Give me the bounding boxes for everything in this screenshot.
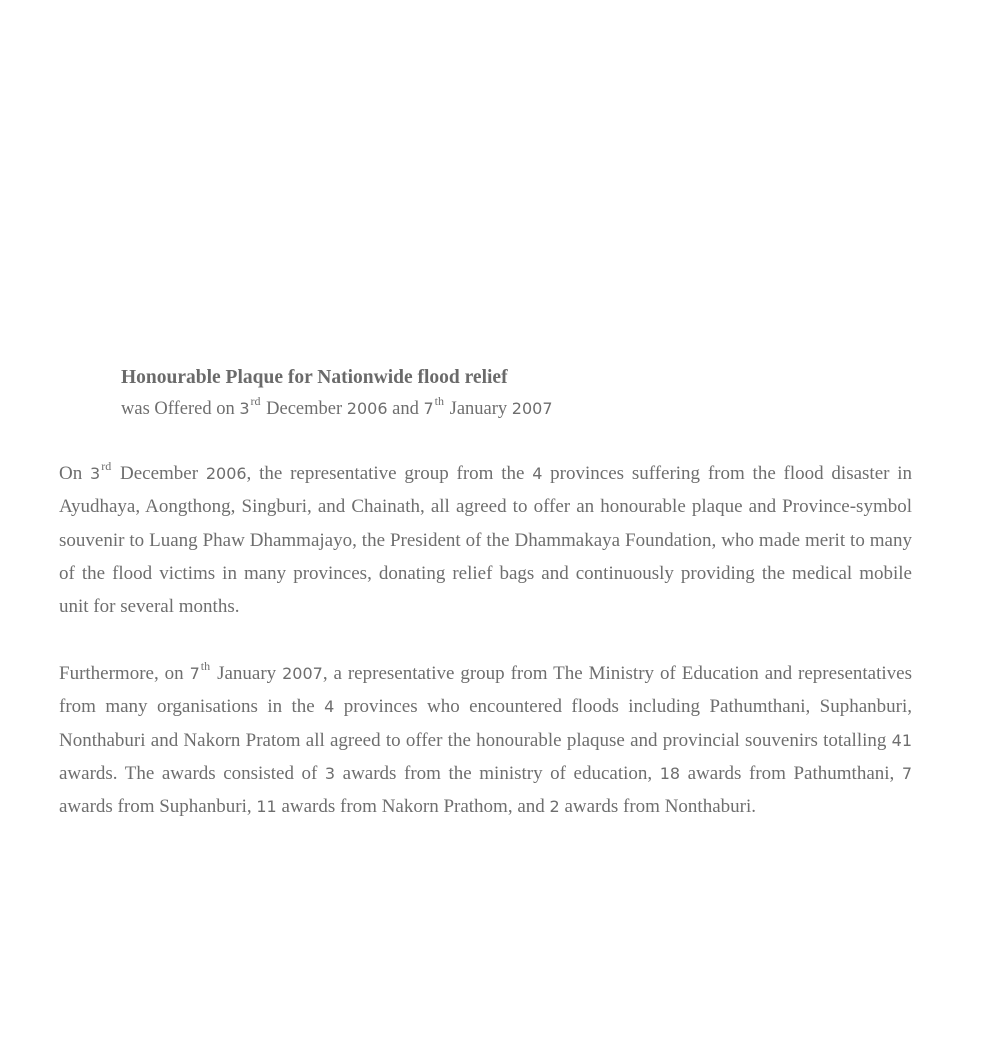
p2-day-suffix: th [200,659,211,673]
p2-ministry-awards: 3 [324,763,336,783]
p2-nakorn-awards: 11 [256,797,277,817]
paragraph-2 [59,657,912,823]
subtitle-day1: 3 [239,399,250,418]
subtitle-and: and [392,399,419,419]
p1-month: December [119,463,199,484]
p1-part-b: provinces suffering from the flood disaster in Ayudhaya, Aongthong, Singburi, and Chainath, all agreed to offer an honourable plaque and Province-symbol souvenir to Luang Phaw Dhammajayo, the President of the Dhammakaya Foundation, who made merit to many of the flood victims in many provinces, donating relief bags and continuously providing the medical mobile unit for several months. [59,463,913,618]
p2-month: January [217,663,277,684]
p1-part-a: , the representative group from the [246,463,525,484]
p1-lead: On [59,463,83,484]
subtitle-prefix: was Offered on [121,399,235,419]
p2-lead: Furthermore, on [59,663,184,684]
subtitle-day1-suffix: rd [250,394,261,408]
subtitle-year2: 2007 [511,399,553,418]
p2-part-d: awards from the ministry of education, [342,762,653,784]
p2-part-a: , a representative group from The Ministry of Education and representatives from many organisations in the [59,663,912,718]
p1-day: 3 [90,464,101,483]
p2-count-provinces: 4 [324,697,335,717]
subtitle-year1: 2006 [346,399,388,418]
heading-block [121,366,821,421]
p1-count: 4 [532,464,543,483]
p2-nonthaburi-awards: 2 [549,797,560,817]
p1-year: 2006 [205,464,247,483]
p2-pathumthani-awards: 18 [659,763,681,783]
p1-day-suffix: rd [101,459,112,473]
p2-part-c: awards. The awards consisted of [59,762,318,784]
page-title: Honourable Plaque for Nationwide flood relief [121,367,508,388]
p2-part-g: awards from Nakorn Prathom, and [281,796,545,818]
page-subtitle [121,394,821,421]
subtitle-month2: January [449,399,508,419]
p2-part-f: awards from Suphanburi, [59,796,252,818]
p2-year: 2007 [282,664,323,683]
subtitle-month1: December [266,399,343,419]
p2-total-awards: 41 [891,730,912,750]
p2-part-b: provinces who encountered floods including Pathumthani, Suphanburi, Nonthaburi and Nakorn Pratom all agreed to offer the honourable plaquse and provincial souvenirs totalling [59,696,912,751]
p2-day: 7 [189,664,200,683]
p2-suphanburi-awards: 7 [901,763,913,783]
subtitle-day2: 7 [423,399,434,418]
paragraph-1 [59,457,912,623]
subtitle-day2-suffix: th [434,394,444,408]
p2-part-e: awards from Pathumthani, [687,762,895,784]
p2-part-h: awards from Nonthaburi. [564,796,756,818]
